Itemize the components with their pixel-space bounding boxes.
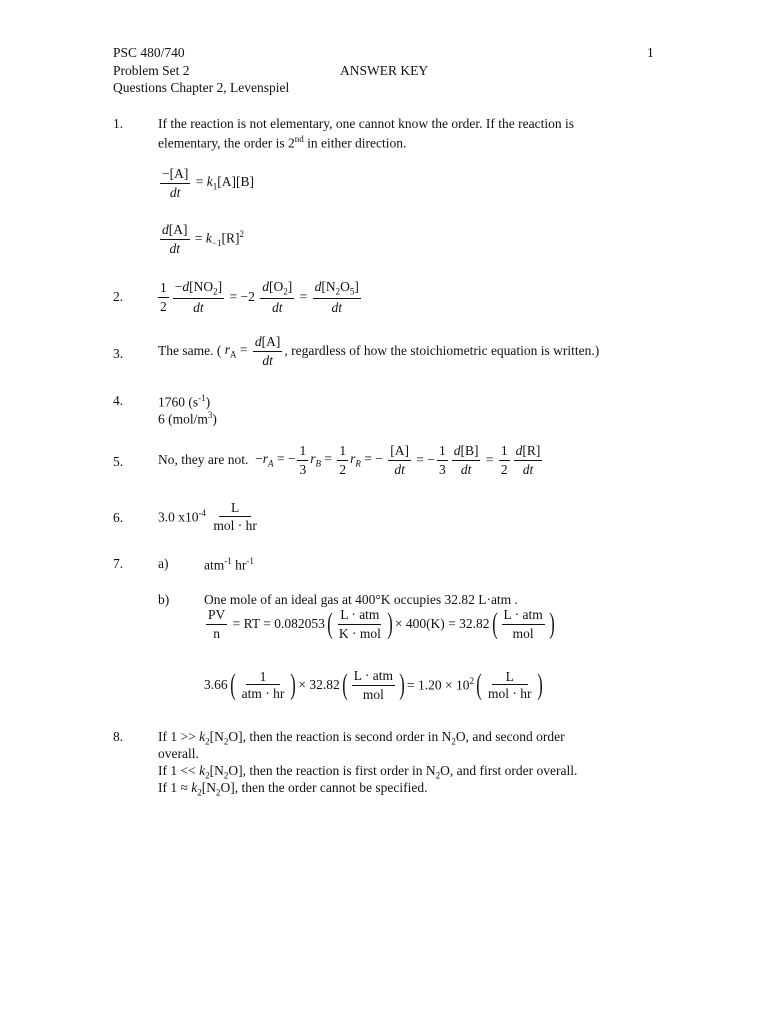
q1-line2: [158, 134, 406, 152]
q4-number: 4.: [113, 393, 124, 408]
q7-a-text: atm$^{-1}$ $hr^{-1}$: [204, 556, 254, 573]
q1-equation-1: [158, 166, 254, 200]
q1-eq2-rhs: = $k_{-1}[R]^2$: [191, 229, 244, 249]
q5-line: No, they are not. $-r_A$ = − $\frac{1}{3}$ $r_B$ = $\frac{1}{2}$ $r_R$ = − $\frac{[A]}{dt}$ = − $\frac{1}{3}$ $\frac{d[B]}{dt}$ = $\frac{1}{2}$ $\frac{d[R]}{dt}$: [158, 443, 541, 477]
q5-text: No, they are not.: [158, 451, 249, 467]
q7-a-label: a): [158, 556, 169, 571]
q5-number: 5.: [113, 454, 124, 469]
q6-value: 3.0 $x10^{-4}$ $\frac{L}{\text{mol · hr}}$: [158, 500, 257, 533]
q7-b-equation-1: $\frac{PV}{n}$ = RT = 0.082053 ( $\frac{\text{L · atm}}{\text{K · mol}}$ ) × 400(K) = 32.82 ( $\frac{\text{L · atm}}{\text{mol}}$ ): [208, 607, 555, 641]
q3-rate-fraction: $\frac{d[A]}{dt}$: [254, 334, 281, 368]
q3-text-b: , regardless of how the stoichiometric equation is written.): [284, 342, 600, 358]
q7-b-equation-2: 3.66 ( $\frac{1}{\text{atm · hr}}$ ) × 32.82 ( $\frac{\text{L · atm}}{\text{mol}}$ ) = $1.20 \times 10^2$ ( $\frac{L}{\text{mol · hr}}$ ): [204, 668, 544, 702]
q4-line2: 6 $(mol/m^3)$: [158, 410, 217, 427]
answer-key-title: ANSWER KEY: [340, 63, 429, 78]
course-code: PSC 480/740: [113, 45, 185, 60]
q1-line2-b: in either direction.: [303, 135, 407, 151]
q8-line1: If $1 >> k_2[N_2O]$, then the reaction is second order in $N_2O$, and second order: [158, 729, 565, 747]
questions-source: Questions Chapter 2, Levenspiel: [113, 80, 290, 95]
q1-equation-2: [158, 222, 244, 256]
q1-eq1-rhs: = $k_1[A][B]$: [192, 173, 254, 192]
page-number: 1: [647, 45, 654, 60]
q1-eq1-numerator: −[A]: [160, 166, 190, 184]
q1-eq2-numerator: d[A]: [160, 222, 190, 240]
q3-text: The same. ( $r_A$ = $\frac{d[A]}{dt}$ , regardless of how the stoichiometric equation is written.): [158, 334, 600, 368]
q8-line2: overall.: [158, 746, 199, 761]
q1-line2-sup: nd: [294, 134, 304, 144]
q2-equation: $\frac{1}{2}$ $\frac{-d[NO_2]}{dt}$ = −2 $\frac{d[O_2]}{dt}$ = $\frac{d[N_2O_5]}{dt}$: [160, 279, 359, 316]
q1-number: 1.: [113, 116, 124, 131]
q8-number: 8.: [113, 729, 124, 744]
q1-line1: If the reaction is not elementary, one cannot know the order. If the reaction is: [158, 116, 574, 131]
q7-number: 7.: [113, 556, 124, 571]
q1-eq2-denominator: dt: [169, 240, 180, 256]
q2-number: 2.: [113, 289, 124, 304]
q3-text-a: The same. (: [158, 342, 222, 358]
problem-set-title: Problem Set 2: [113, 63, 190, 78]
q7-b-label: b): [158, 592, 170, 607]
q6-number: 6.: [113, 510, 124, 525]
q1-eq2-fraction: [160, 222, 190, 256]
q1-eq1-fraction: [160, 166, 190, 200]
q1-line2-a: elementary, the order is 2: [158, 135, 295, 151]
q4-line1: 1760 $(s^{-1})$: [158, 393, 211, 410]
q1-eq1-denominator: dt: [169, 184, 181, 200]
q3-number: 3.: [113, 346, 124, 361]
q8-line4: If $1 \approx k_2[N_2O]$, then the order cannot be specified.: [158, 780, 428, 798]
q7-b-text: One mole of an ideal gas at 400°K occupies 32.82 L·atm .: [204, 592, 518, 607]
q8-line3: If $1 << k_2[N_2O]$, then the reaction is first order in $N_2O$, and first order overall.: [158, 763, 578, 781]
